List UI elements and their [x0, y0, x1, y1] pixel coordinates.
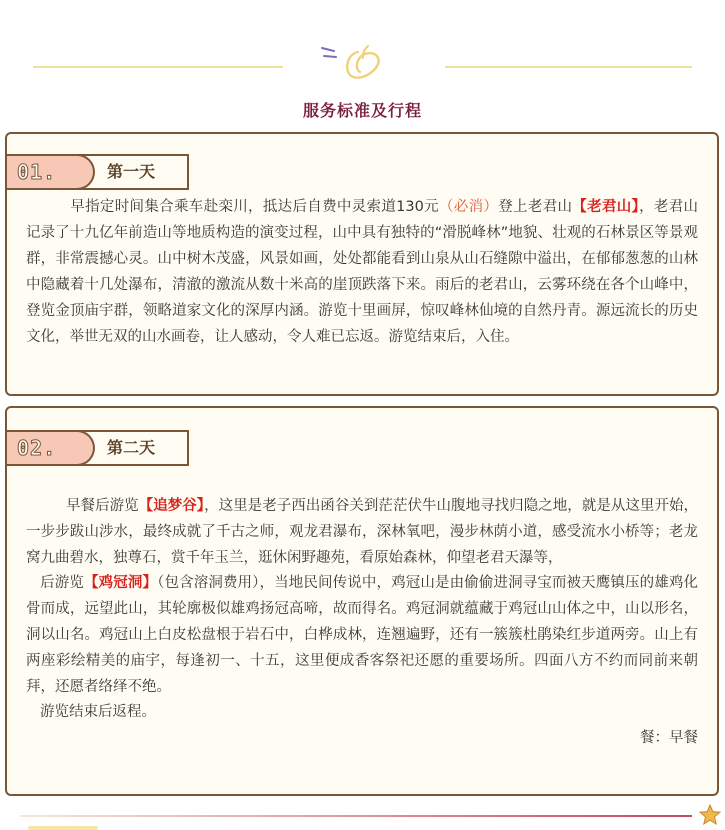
text-segment: ，老君山记录了十九亿年前造山等地质构造的演变过程，山中具有独特的“滑脱峰林”地貌、壮观的石林景区等景观群，非常震撼心灵。山中树木茂盛，风景如画，处处都能看到山泉从山石缝隙中溢出，在郁郁葱葱的山林中隐藏着十几处瀑布，清澈的激流从数十米高的崖顶跌落下来。雨后的老君山，云雾环绕在各个山峰中，登览金顶庙宇群，领略道家文化的深厚内涵。游览十里画屏，惊叹峰林仙境的自然丹青。源远流长的历史文化，举世无双的山水画卷，让人感动，令人难已忘返。游览结束后，入住。	[26, 199, 699, 345]
attraction-highlight: 【老君山】	[572, 199, 640, 215]
paragraph	[26, 571, 698, 700]
day-one-tag	[7, 154, 189, 190]
day-number: 01.	[7, 154, 95, 190]
attraction-highlight: 【鸡冠洞】	[83, 575, 158, 592]
paragraph	[26, 494, 698, 571]
star-icon	[699, 804, 721, 826]
text-segment: 游览结束后返程。	[40, 704, 156, 721]
meal-info: 餐：早餐	[640, 730, 698, 747]
paragraph	[26, 700, 698, 726]
header-divider-left	[33, 66, 283, 68]
footer-ornament	[28, 826, 98, 830]
text-segment: 后游览	[40, 575, 84, 592]
text-segment: 登上老君山	[498, 199, 573, 215]
footer-divider	[20, 815, 692, 817]
section-header	[0, 0, 725, 130]
text-segment: （包含溶洞费用），当地民间传说中，鸡冠山是由偷偷进洞寻宝而被天鹰镇压的雄鸡化骨而成，远望此山，其轮廓极似雄鸡扬冠高啼，故而得名。鸡冠洞就蕴藏于鸡冠山山体之中，山以形名，洞以山名。鸡冠山上白皮松盘根于岩石中，白桦成林，连翘遍野，还有一簇簇杜鹃染红步道两旁。山上有两座彩绘精美的庙宇，每逢初一、十五，这里便成香客祭祀还愿的重要场所。四面八方不约而同前来朝拜，还愿者络绎不绝。	[26, 575, 699, 695]
attraction-highlight: 【追梦谷】	[138, 498, 205, 514]
day-number: 02.	[7, 430, 95, 466]
day-two-description	[26, 494, 698, 752]
day-two-card	[5, 406, 719, 796]
day-two-tag	[7, 430, 189, 466]
day-one-description	[26, 194, 698, 350]
day-label: 第一天	[107, 162, 156, 181]
swirl-ornament-icon	[318, 42, 388, 84]
text-segment: ，这里是老子西出函谷关到茫茫伏牛山腹地寻找归隐之地，就是从这里开始，一步步跋山涉水，最终成就了千古之师，观龙君瀑布，深林氧吧，漫步林荫小道，感受流水小桥等；老龙窝九曲碧水，独尊石，赏千年玉兰，逛休闲野趣苑，看原始森林，仰望老君天瀑等，	[26, 498, 699, 566]
text-segment: 早餐后游览	[66, 498, 139, 514]
page-title: 服务标准及行程	[302, 101, 422, 120]
header-divider-right	[445, 66, 692, 68]
day-one-card	[5, 132, 719, 396]
day-label: 第二天	[107, 438, 156, 457]
text-segment: 早指定时间集合乘车赴栾川，抵达后自费中灵索道130元	[70, 199, 439, 215]
fee-note: （必消）	[438, 199, 499, 215]
